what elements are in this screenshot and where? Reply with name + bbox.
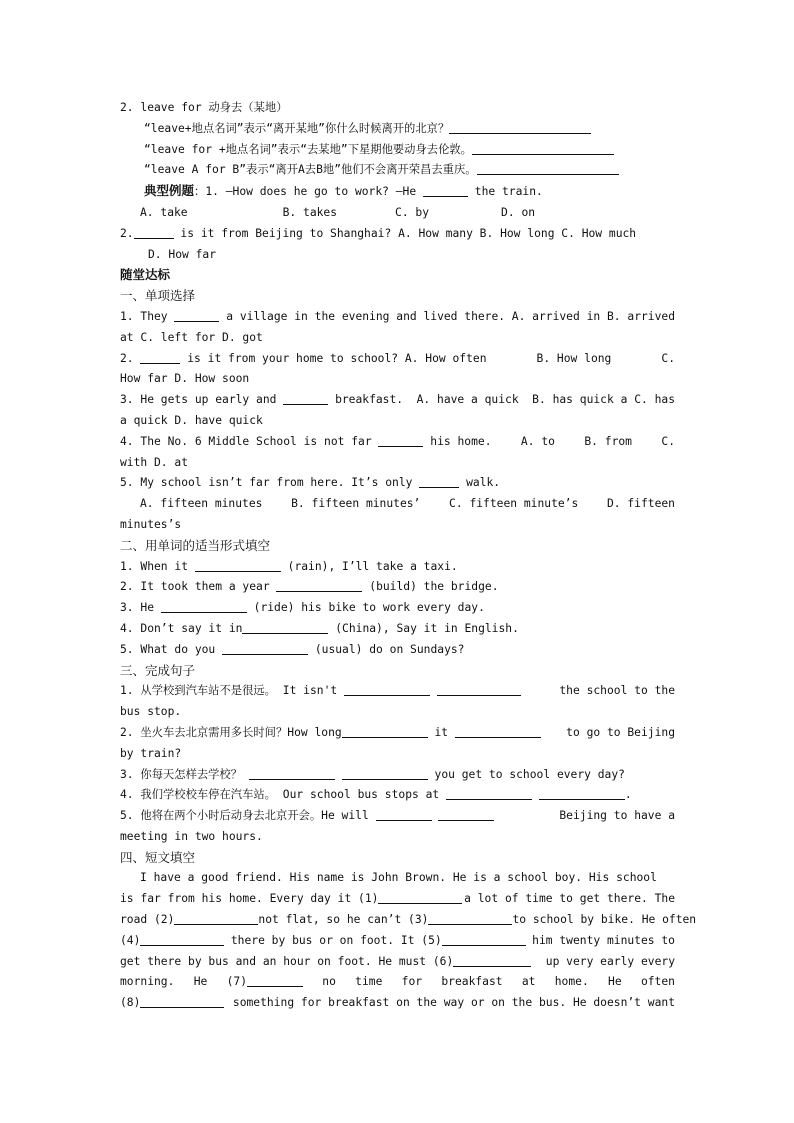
part-title: 三、完成句子 <box>120 662 196 678</box>
question-options: A. fifteen minutes B. fifteen minutes’ C. fifteen minute’s D. fifteen <box>140 497 675 511</box>
passage-line: road (2) not flat, so he can’t (3) to school by bike. He often <box>120 913 697 927</box>
question: 4. The No. 6 Middle School is not far his home. A. to B. from C. <box>120 434 675 448</box>
answer-blank[interactable] <box>247 973 303 987</box>
usage-line: “leave+地点名词”表示“离开某地”你什么时候离开的北京？ <box>120 119 675 140</box>
answer-blank[interactable] <box>419 474 459 488</box>
question: 4. Don’t say it in (China), Say it in English. <box>120 621 519 635</box>
answer-blank[interactable] <box>477 161 619 175</box>
question: 5. 他将在两个小时后动身去北京开会。He will Beijing to have a <box>120 809 675 823</box>
question: 2. is it from your home to school? A. How often B. How long C. <box>120 351 675 365</box>
question: 3. He gets up early and breakfast. A. have a quick B. has quick a C. has <box>120 393 675 407</box>
answer-blank[interactable] <box>342 766 428 780</box>
answer-blank[interactable] <box>455 724 541 738</box>
answer-blank[interactable] <box>222 641 308 655</box>
usage-line: “leave A for B”表示“离开A去B地”他们不会离开荣昌去重庆。 <box>120 160 675 181</box>
question-cont: a quick D. have quick <box>120 413 263 427</box>
question-cont: meeting in two hours. <box>120 829 263 843</box>
question: 5. What do you (usual) do on Sundays? <box>120 642 465 656</box>
passage-line: (8) something for breakfast on the way or on the bus. He doesn’t want <box>120 996 675 1010</box>
answer-blank[interactable] <box>437 682 521 696</box>
question: 3. 你每天怎样去学校？ you get to school every day? <box>120 767 625 781</box>
question: 1. 从学校到汽车站不是很远。 It isn't the school to the <box>120 684 675 698</box>
example-question: 2. is it from Beijing to Shanghai? A. How many B. How long C. How much <box>120 226 637 240</box>
answer-blank[interactable] <box>140 932 224 946</box>
part-title: 一、单项选择 <box>120 288 196 304</box>
answer-blank[interactable] <box>376 807 432 821</box>
answer-blank[interactable] <box>378 433 423 447</box>
answer-blank[interactable] <box>134 225 174 239</box>
answer-blank[interactable] <box>174 911 258 925</box>
answer-blank[interactable] <box>423 183 468 197</box>
answer-blank[interactable] <box>442 932 526 946</box>
question-cont: at C. left for D. got <box>120 330 263 344</box>
answer-blank[interactable] <box>140 994 224 1008</box>
answer-blank[interactable] <box>449 120 591 134</box>
passage-line: is far from his home. Every day it (1) a lot of time to get there. The <box>120 892 675 906</box>
answer-blank[interactable] <box>249 766 335 780</box>
answer-blank[interactable] <box>283 391 328 405</box>
question: 5. My school isn’t far from here. It’s only walk. <box>120 476 501 490</box>
passage-line: I have a good friend. His name is John Brown. He is a school boy. His school <box>140 871 657 885</box>
passage-line: morning. He (7) no time for breakfast at home. He often <box>120 975 675 989</box>
example-options: D. How far <box>148 247 217 261</box>
section-title: 2. leave for 动身去（某地） <box>120 101 288 114</box>
question-cont: bus stop. <box>120 705 182 719</box>
question: 1. When it (rain), I’ll take a taxi. <box>120 559 458 573</box>
answer-blank[interactable] <box>438 807 494 821</box>
question-cont: How far D. How soon <box>120 372 250 386</box>
question: 4. 我们学校校车停在汽车站。 Our school bus stops at . <box>120 788 632 802</box>
answer-blank[interactable] <box>276 578 362 592</box>
answer-blank[interactable] <box>378 890 462 904</box>
usage-line: “leave for +地点名词”表示“去某地”下星期他要动身去伦敦。 <box>120 140 675 161</box>
example-options: A. take B. takes C. by D. on <box>140 205 536 219</box>
answer-blank[interactable] <box>428 911 512 925</box>
answer-blank[interactable] <box>242 620 328 634</box>
answer-blank[interactable] <box>446 786 532 800</box>
question-cont: minutes’s <box>120 517 182 531</box>
answer-blank[interactable] <box>344 682 430 696</box>
answer-blank[interactable] <box>472 141 614 155</box>
answer-blank[interactable] <box>539 786 625 800</box>
passage-line: (4) there by bus or on foot. It (5) him twenty minutes to <box>120 933 675 947</box>
part-title: 二、用单词的适当形式填空 <box>120 537 271 553</box>
question: 2. It took them a year (build) the bridge. <box>120 580 499 594</box>
part-title: 四、短文填空 <box>120 849 196 865</box>
answer-blank[interactable] <box>453 953 531 967</box>
answer-blank[interactable] <box>161 599 247 613</box>
passage-line: get there by bus and an hour on foot. He must (6) up very early every <box>120 954 675 968</box>
question-cont: by train? <box>120 746 182 760</box>
answer-blank[interactable] <box>195 558 281 572</box>
section-title: 随堂达标 <box>120 267 171 283</box>
answer-blank[interactable] <box>140 350 180 364</box>
example-question: 典型例题：1. —How does he go to work? —He the train. <box>144 183 543 199</box>
worksheet <box>120 98 697 1014</box>
question: 2. 坐火车去北京需用多长时间？How long it to go to Beijing <box>120 725 675 739</box>
answer-blank[interactable] <box>174 308 219 322</box>
answer-blank[interactable] <box>342 724 428 738</box>
question-cont: with D. at <box>120 455 189 469</box>
question: 1. They a village in the evening and lived there. A. arrived in B. arrived <box>120 309 675 323</box>
question: 3. He (ride) his bike to work every day. <box>120 601 485 615</box>
